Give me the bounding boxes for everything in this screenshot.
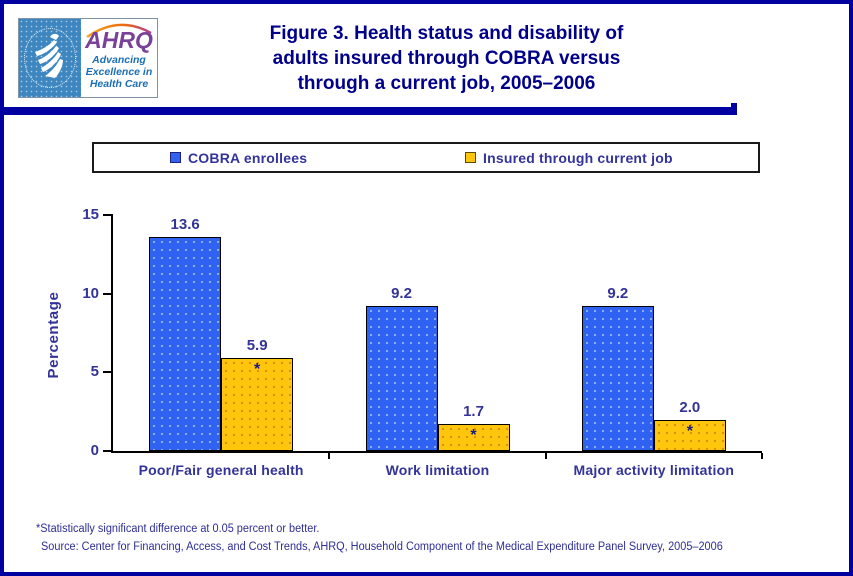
figure-title-line3: through a current job, 2005–2006 — [297, 73, 596, 94]
ahrq-acronym: AHRQ — [85, 27, 153, 53]
value-label-insured-through-current-job-poor-fair-general-health: 5.9 — [246, 337, 268, 354]
hhs-seal-icon — [19, 19, 81, 97]
legend-label-cobra: COBRA enrollees — [188, 149, 308, 166]
y-tick-0 — [103, 450, 113, 452]
ahrq-tagline-line1: Advancing — [92, 54, 146, 66]
header-divider-nub — [731, 103, 737, 107]
bar-cobra-enrollees-poor-fair-general-health — [149, 237, 221, 451]
significance-marker-work-limitation: * — [470, 427, 477, 444]
significance-marker-major-activity-limitation: * — [686, 423, 693, 440]
figure-title-line2: adults insured through COBRA versus — [272, 48, 621, 69]
legend-label-current-job: Insured through current job — [483, 149, 673, 166]
y-tick-10 — [103, 293, 113, 295]
ahrq-logo — [18, 18, 158, 98]
hhs-eagle-icon — [29, 32, 71, 84]
significance-footnote: *Statistically significant difference at 0.05 percent or better. — [36, 523, 320, 535]
plot-area — [82, 206, 762, 478]
value-label-cobra-enrollees-poor-fair-general-health: 13.6 — [170, 216, 200, 233]
category-label-work-limitation: Work limitation — [385, 462, 490, 478]
category-label-major-activity-limitation: Major activity limitation — [573, 462, 735, 478]
ahrq-tagline-line2: Excellence in — [85, 66, 153, 78]
y-tick-label-15: 15 — [82, 206, 99, 223]
category-label-poor-fair-general-health: Poor/Fair general health — [138, 462, 304, 478]
legend-item-cobra — [170, 150, 307, 166]
figure-title — [174, 21, 719, 96]
ahrq-tagline-line3: Health Care — [89, 78, 149, 90]
y-tick-label-10: 10 — [82, 284, 99, 302]
ahrq-tagline — [81, 54, 157, 90]
y-tick-label-0: 0 — [90, 442, 99, 459]
x-tick-3 — [761, 453, 763, 459]
source-footnote: Source: Center for Financing, Access, and Cost Trends, AHRQ, Household Component of the Medical Expenditure Panel Survey, 2005–2006 — [41, 541, 723, 553]
y-axis-line — [111, 215, 113, 453]
y-axis-title: Percentage — [45, 291, 62, 379]
value-label-insured-through-current-job-work-limitation: 1.7 — [463, 403, 484, 420]
y-tick-15 — [103, 214, 113, 216]
bar-cobra-enrollees-work-limitation — [366, 306, 438, 451]
chart-legend — [92, 142, 760, 173]
legend-swatch-yellow — [465, 152, 476, 163]
y-tick-5 — [103, 371, 113, 373]
x-axis-line — [111, 451, 762, 453]
value-label-cobra-enrollees-major-activity-limitation: 9.2 — [607, 285, 629, 302]
value-label-cobra-enrollees-work-limitation: 9.2 — [391, 285, 412, 302]
legend-item-current-job — [465, 150, 673, 166]
bar-cobra-enrollees-major-activity-limitation — [582, 306, 654, 451]
y-tick-label-5: 5 — [90, 363, 99, 381]
legend-swatch-blue — [170, 152, 181, 163]
header-divider-bar — [4, 107, 737, 115]
value-label-insured-through-current-job-major-activity-limitation: 2.0 — [679, 399, 701, 416]
ahrq-logo-panel — [81, 19, 157, 97]
significance-marker-poor-fair-general-health: * — [254, 361, 261, 378]
x-tick-2 — [545, 453, 547, 459]
x-tick-1 — [328, 453, 330, 459]
figure-title-line1: Figure 3. Health status and disability of — [269, 23, 624, 44]
